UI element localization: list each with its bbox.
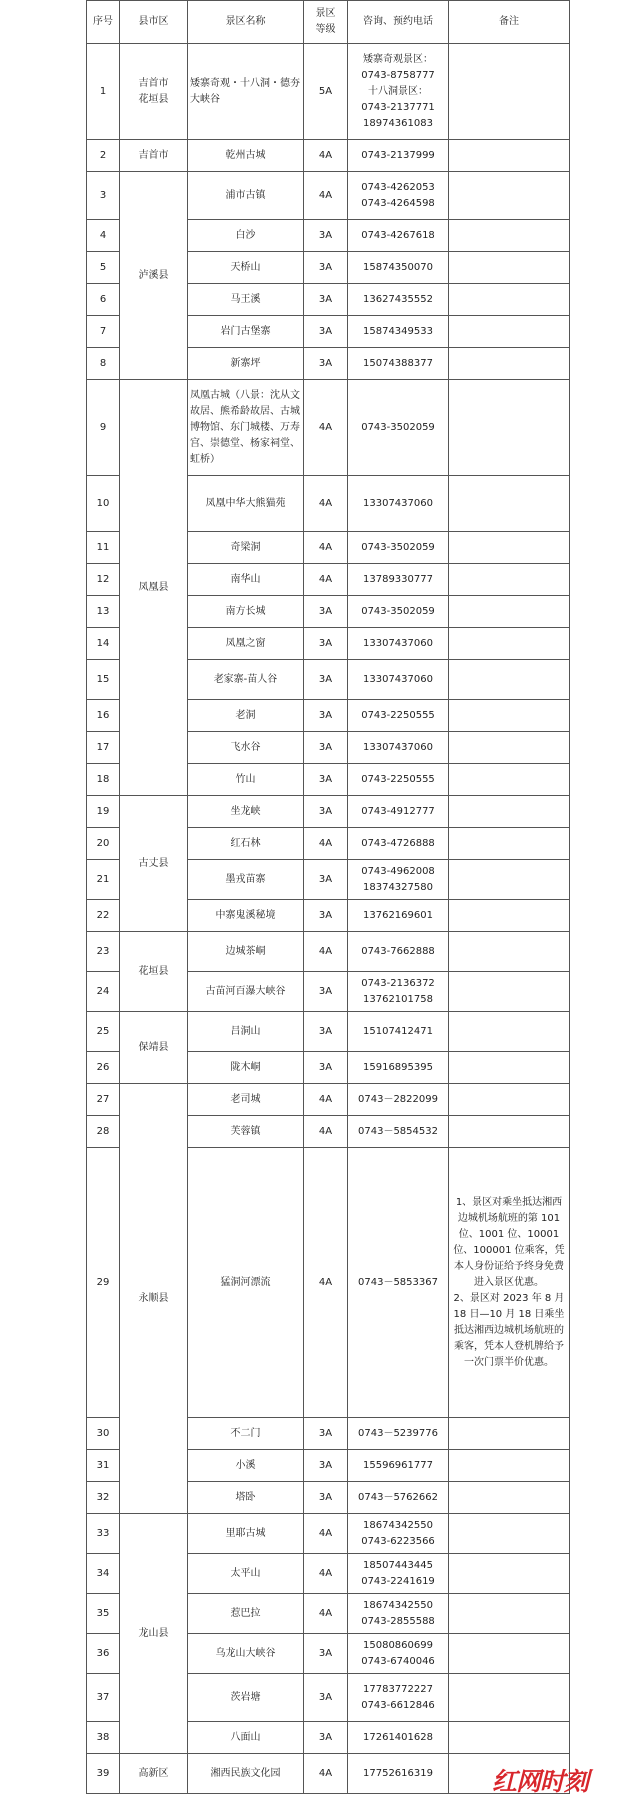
phone-cell: 13627435552 bbox=[348, 284, 449, 316]
grade-cell: 3A bbox=[304, 700, 348, 732]
note-cell bbox=[449, 1634, 570, 1674]
row-number: 11 bbox=[87, 532, 120, 564]
spot-name: 老洞 bbox=[188, 700, 304, 732]
county-cell: 吉首市 bbox=[120, 140, 188, 172]
phone-cell: 18674342550 0743-2855588 bbox=[348, 1594, 449, 1634]
row-number: 35 bbox=[87, 1594, 120, 1634]
phone-cell: 13307437060 bbox=[348, 660, 449, 700]
row-number: 28 bbox=[87, 1116, 120, 1148]
grade-cell: 3A bbox=[304, 1012, 348, 1052]
note-cell bbox=[449, 252, 570, 284]
grade-cell: 3A bbox=[304, 660, 348, 700]
county-cell: 花垣县 bbox=[120, 932, 188, 1012]
grade-cell: 3A bbox=[304, 1674, 348, 1722]
spot-name: 飞水谷 bbox=[188, 732, 304, 764]
grade-cell: 3A bbox=[304, 596, 348, 628]
spot-name: 奇梁洞 bbox=[188, 532, 304, 564]
spot-name: 惹巴拉 bbox=[188, 1594, 304, 1634]
table-header bbox=[87, 1, 570, 44]
spot-name: 不二门 bbox=[188, 1418, 304, 1450]
note-cell bbox=[449, 1012, 570, 1052]
row-number: 3 bbox=[87, 172, 120, 220]
phone-cell: 15596961777 bbox=[348, 1450, 449, 1482]
note-cell bbox=[449, 348, 570, 380]
row-number: 9 bbox=[87, 380, 120, 476]
phone-cell: 0743-2136372 13762101758 bbox=[348, 972, 449, 1012]
spot-name: 陇木峒 bbox=[188, 1052, 304, 1084]
county-cell: 吉首市 花垣县 bbox=[120, 44, 188, 140]
note-cell bbox=[449, 476, 570, 532]
note-cell bbox=[449, 1594, 570, 1634]
spot-name: 乾州古城 bbox=[188, 140, 304, 172]
phone-cell: 0743-4726888 bbox=[348, 828, 449, 860]
grade-cell: 3A bbox=[304, 628, 348, 660]
spot-name: 浦市古镇 bbox=[188, 172, 304, 220]
row-number: 23 bbox=[87, 932, 120, 972]
spot-name: 古苗河百瀑大峡谷 bbox=[188, 972, 304, 1012]
grade-cell: 3A bbox=[304, 220, 348, 252]
row-number: 38 bbox=[87, 1722, 120, 1754]
phone-cell: 15874349533 bbox=[348, 316, 449, 348]
grade-cell: 4A bbox=[304, 932, 348, 972]
grade-cell: 4A bbox=[304, 380, 348, 476]
phone-cell: 15107412471 bbox=[348, 1012, 449, 1052]
phone-cell: 13789330777 bbox=[348, 564, 449, 596]
county-cell: 泸溪县 bbox=[120, 172, 188, 380]
phone-cell: 15874350070 bbox=[348, 252, 449, 284]
table-body bbox=[87, 44, 570, 1794]
note-cell bbox=[449, 1674, 570, 1722]
spot-name: 八面山 bbox=[188, 1722, 304, 1754]
note-cell bbox=[449, 284, 570, 316]
spot-name: 乌龙山大峡谷 bbox=[188, 1634, 304, 1674]
phone-cell: 0743-2250555 bbox=[348, 700, 449, 732]
phone-cell: 18507443445 0743-2241619 bbox=[348, 1554, 449, 1594]
grade-cell: 3A bbox=[304, 252, 348, 284]
watermark-logo: 红网时刻 bbox=[492, 1767, 589, 1796]
note-cell bbox=[449, 316, 570, 348]
spot-name: 湘西民族文化园 bbox=[188, 1754, 304, 1794]
note-cell bbox=[449, 700, 570, 732]
note-cell bbox=[449, 628, 570, 660]
header-grade: 景区 等级 bbox=[304, 1, 348, 44]
note-cell bbox=[449, 380, 570, 476]
row-number: 1 bbox=[87, 44, 120, 140]
spot-name: 边城茶峒 bbox=[188, 932, 304, 972]
grade-cell: 3A bbox=[304, 1634, 348, 1674]
grade-cell: 4A bbox=[304, 532, 348, 564]
spot-name: 中寨鬼溪秘境 bbox=[188, 900, 304, 932]
table-row bbox=[87, 1012, 570, 1052]
note-cell bbox=[449, 932, 570, 972]
phone-cell: 17261401628 bbox=[348, 1722, 449, 1754]
table-row bbox=[87, 796, 570, 828]
grade-cell: 4A bbox=[304, 1084, 348, 1116]
county-cell: 保靖县 bbox=[120, 1012, 188, 1084]
spot-name: 猛洞河漂流 bbox=[188, 1148, 304, 1418]
phone-cell: 0743-4912777 bbox=[348, 796, 449, 828]
grade-cell: 3A bbox=[304, 284, 348, 316]
note-cell: 1、景区对乘坐抵达湘西边城机场航班的第 101 位、1001 位、10001 位、100001 位乘客，凭本人身份证给予终身免费进入景区优惠。 2、景区对 2023 年 8 月 18 日—10 月 18 日乘坐抵达湘西边城机场航班的乘客，凭本人登机牌给予一次门票半价优惠。 bbox=[449, 1148, 570, 1418]
spot-name: 凤凰古城（八景：沈从文故居、熊希龄故居、古城博物馆、东门城楼、万寿宫、崇德堂、杨家祠堂、虹桥） bbox=[188, 380, 304, 476]
phone-cell: 0743-4262053 0743-4264598 bbox=[348, 172, 449, 220]
row-number: 16 bbox=[87, 700, 120, 732]
spot-name: 天桥山 bbox=[188, 252, 304, 284]
spot-name: 墨戎苗寨 bbox=[188, 860, 304, 900]
note-cell bbox=[449, 860, 570, 900]
grade-cell: 4A bbox=[304, 1514, 348, 1554]
note-cell bbox=[449, 172, 570, 220]
row-number: 33 bbox=[87, 1514, 120, 1554]
phone-cell: 13307437060 bbox=[348, 476, 449, 532]
phone-cell: 15080860699 0743-6740046 bbox=[348, 1634, 449, 1674]
row-number: 37 bbox=[87, 1674, 120, 1722]
grade-cell: 3A bbox=[304, 316, 348, 348]
grade-cell: 4A bbox=[304, 476, 348, 532]
note-cell bbox=[449, 1418, 570, 1450]
grade-cell: 4A bbox=[304, 1754, 348, 1794]
spot-name: 马王溪 bbox=[188, 284, 304, 316]
note-cell bbox=[449, 796, 570, 828]
phone-cell: 0743－5762662 bbox=[348, 1482, 449, 1514]
grade-cell: 4A bbox=[304, 140, 348, 172]
grade-cell: 4A bbox=[304, 564, 348, 596]
spot-name: 小溪 bbox=[188, 1450, 304, 1482]
phone-cell: 0743－2822099 bbox=[348, 1084, 449, 1116]
phone-cell: 13307437060 bbox=[348, 732, 449, 764]
row-number: 32 bbox=[87, 1482, 120, 1514]
spot-name: 红石林 bbox=[188, 828, 304, 860]
table-row bbox=[87, 172, 570, 220]
row-number: 14 bbox=[87, 628, 120, 660]
row-number: 31 bbox=[87, 1450, 120, 1482]
note-cell bbox=[449, 1084, 570, 1116]
header-phone: 咨询、预约电话 bbox=[348, 1, 449, 44]
grade-cell: 3A bbox=[304, 764, 348, 796]
county-cell: 龙山县 bbox=[120, 1514, 188, 1754]
note-cell bbox=[449, 1052, 570, 1084]
spot-name: 南华山 bbox=[188, 564, 304, 596]
note-cell bbox=[449, 1116, 570, 1148]
phone-cell: 17783772227 0743-6612846 bbox=[348, 1674, 449, 1722]
phone-cell: 0743－5853367 bbox=[348, 1148, 449, 1418]
row-number: 2 bbox=[87, 140, 120, 172]
spot-name: 茨岩塘 bbox=[188, 1674, 304, 1722]
spot-name: 老司城 bbox=[188, 1084, 304, 1116]
row-number: 26 bbox=[87, 1052, 120, 1084]
row-number: 7 bbox=[87, 316, 120, 348]
table-row bbox=[87, 1084, 570, 1116]
spot-name: 岩门古堡寨 bbox=[188, 316, 304, 348]
note-cell bbox=[449, 220, 570, 252]
grade-cell: 3A bbox=[304, 732, 348, 764]
phone-cell: 13762169601 bbox=[348, 900, 449, 932]
phone-cell: 0743-7662888 bbox=[348, 932, 449, 972]
row-number: 12 bbox=[87, 564, 120, 596]
row-number: 30 bbox=[87, 1418, 120, 1450]
county-cell: 凤凰县 bbox=[120, 380, 188, 796]
phone-cell: 0743-3502059 bbox=[348, 596, 449, 628]
spot-name: 凤凰中华大熊猫苑 bbox=[188, 476, 304, 532]
header-number: 序号 bbox=[87, 1, 120, 44]
header-county: 县市区 bbox=[120, 1, 188, 44]
row-number: 36 bbox=[87, 1634, 120, 1674]
phone-cell: 0743-2250555 bbox=[348, 764, 449, 796]
row-number: 5 bbox=[87, 252, 120, 284]
phone-cell: 15916895395 bbox=[348, 1052, 449, 1084]
grade-cell: 4A bbox=[304, 172, 348, 220]
phone-cell: 0743-2137999 bbox=[348, 140, 449, 172]
row-number: 24 bbox=[87, 972, 120, 1012]
table-row bbox=[87, 44, 570, 140]
phone-cell: 0743-3502059 bbox=[348, 532, 449, 564]
phone-cell: 15074388377 bbox=[348, 348, 449, 380]
spot-name: 太平山 bbox=[188, 1554, 304, 1594]
row-number: 25 bbox=[87, 1012, 120, 1052]
row-number: 13 bbox=[87, 596, 120, 628]
phone-cell: 0743-4962008 18374327580 bbox=[348, 860, 449, 900]
spot-name: 南方长城 bbox=[188, 596, 304, 628]
grade-cell: 3A bbox=[304, 348, 348, 380]
table-row bbox=[87, 932, 570, 972]
note-cell bbox=[449, 44, 570, 140]
row-number: 29 bbox=[87, 1148, 120, 1418]
spot-name: 白沙 bbox=[188, 220, 304, 252]
spot-name: 塔卧 bbox=[188, 1482, 304, 1514]
county-cell: 永顺县 bbox=[120, 1084, 188, 1514]
row-number: 6 bbox=[87, 284, 120, 316]
county-cell: 古丈县 bbox=[120, 796, 188, 932]
note-cell bbox=[449, 596, 570, 628]
county-cell: 高新区 bbox=[120, 1754, 188, 1794]
grade-cell: 3A bbox=[304, 1722, 348, 1754]
scenic-spots-table bbox=[86, 0, 570, 1794]
phone-cell: 18674342550 0743-6223566 bbox=[348, 1514, 449, 1554]
spot-name: 竹山 bbox=[188, 764, 304, 796]
spot-name: 老家寨-苗人谷 bbox=[188, 660, 304, 700]
spot-name: 芙蓉镇 bbox=[188, 1116, 304, 1148]
note-cell bbox=[449, 564, 570, 596]
phone-cell: 13307437060 bbox=[348, 628, 449, 660]
grade-cell: 4A bbox=[304, 1554, 348, 1594]
spot-name: 坐龙峡 bbox=[188, 796, 304, 828]
table-row bbox=[87, 140, 570, 172]
header-spot-name: 景区名称 bbox=[188, 1, 304, 44]
grade-cell: 3A bbox=[304, 972, 348, 1012]
note-cell bbox=[449, 140, 570, 172]
grade-cell: 3A bbox=[304, 796, 348, 828]
grade-cell: 3A bbox=[304, 900, 348, 932]
row-number: 22 bbox=[87, 900, 120, 932]
phone-cell: 0743-3502059 bbox=[348, 380, 449, 476]
table-row bbox=[87, 1514, 570, 1554]
row-number: 18 bbox=[87, 764, 120, 796]
spot-name: 吕洞山 bbox=[188, 1012, 304, 1052]
note-cell bbox=[449, 732, 570, 764]
row-number: 20 bbox=[87, 828, 120, 860]
note-cell bbox=[449, 1722, 570, 1754]
grade-cell: 4A bbox=[304, 1148, 348, 1418]
grade-cell: 3A bbox=[304, 860, 348, 900]
row-number: 34 bbox=[87, 1554, 120, 1594]
note-cell bbox=[449, 1450, 570, 1482]
grade-cell: 3A bbox=[304, 1450, 348, 1482]
phone-cell: 0743－5854532 bbox=[348, 1116, 449, 1148]
grade-cell: 3A bbox=[304, 1418, 348, 1450]
note-cell bbox=[449, 1514, 570, 1554]
spot-name: 里耶古城 bbox=[188, 1514, 304, 1554]
grade-cell: 5A bbox=[304, 44, 348, 140]
row-number: 8 bbox=[87, 348, 120, 380]
grade-cell: 4A bbox=[304, 1116, 348, 1148]
note-cell bbox=[449, 900, 570, 932]
note-cell bbox=[449, 764, 570, 796]
row-number: 19 bbox=[87, 796, 120, 828]
phone-cell: 0743－5239776 bbox=[348, 1418, 449, 1450]
note-cell bbox=[449, 828, 570, 860]
phone-cell: 0743-4267618 bbox=[348, 220, 449, 252]
table-row bbox=[87, 380, 570, 476]
row-number: 21 bbox=[87, 860, 120, 900]
note-cell bbox=[449, 1554, 570, 1594]
phone-cell: 17752616319 bbox=[348, 1754, 449, 1794]
phone-cell: 矮寨奇观景区： 0743-8758777 十八洞景区： 0743-2137771 18974361083 bbox=[348, 44, 449, 140]
row-number: 39 bbox=[87, 1754, 120, 1794]
header-row bbox=[87, 1, 570, 44]
note-cell bbox=[449, 532, 570, 564]
spot-name: 矮寨奇观・十八洞・德夯 大峡谷 bbox=[188, 44, 304, 140]
grade-cell: 4A bbox=[304, 1594, 348, 1634]
note-cell bbox=[449, 1482, 570, 1514]
note-cell bbox=[449, 972, 570, 1012]
header-note: 备注 bbox=[449, 1, 570, 44]
grade-cell: 3A bbox=[304, 1052, 348, 1084]
row-number: 10 bbox=[87, 476, 120, 532]
row-number: 15 bbox=[87, 660, 120, 700]
note-cell bbox=[449, 660, 570, 700]
row-number: 4 bbox=[87, 220, 120, 252]
grade-cell: 3A bbox=[304, 1482, 348, 1514]
grade-cell: 4A bbox=[304, 828, 348, 860]
row-number: 17 bbox=[87, 732, 120, 764]
row-number: 27 bbox=[87, 1084, 120, 1116]
spot-name: 凤凰之窗 bbox=[188, 628, 304, 660]
spot-name: 新寨坪 bbox=[188, 348, 304, 380]
